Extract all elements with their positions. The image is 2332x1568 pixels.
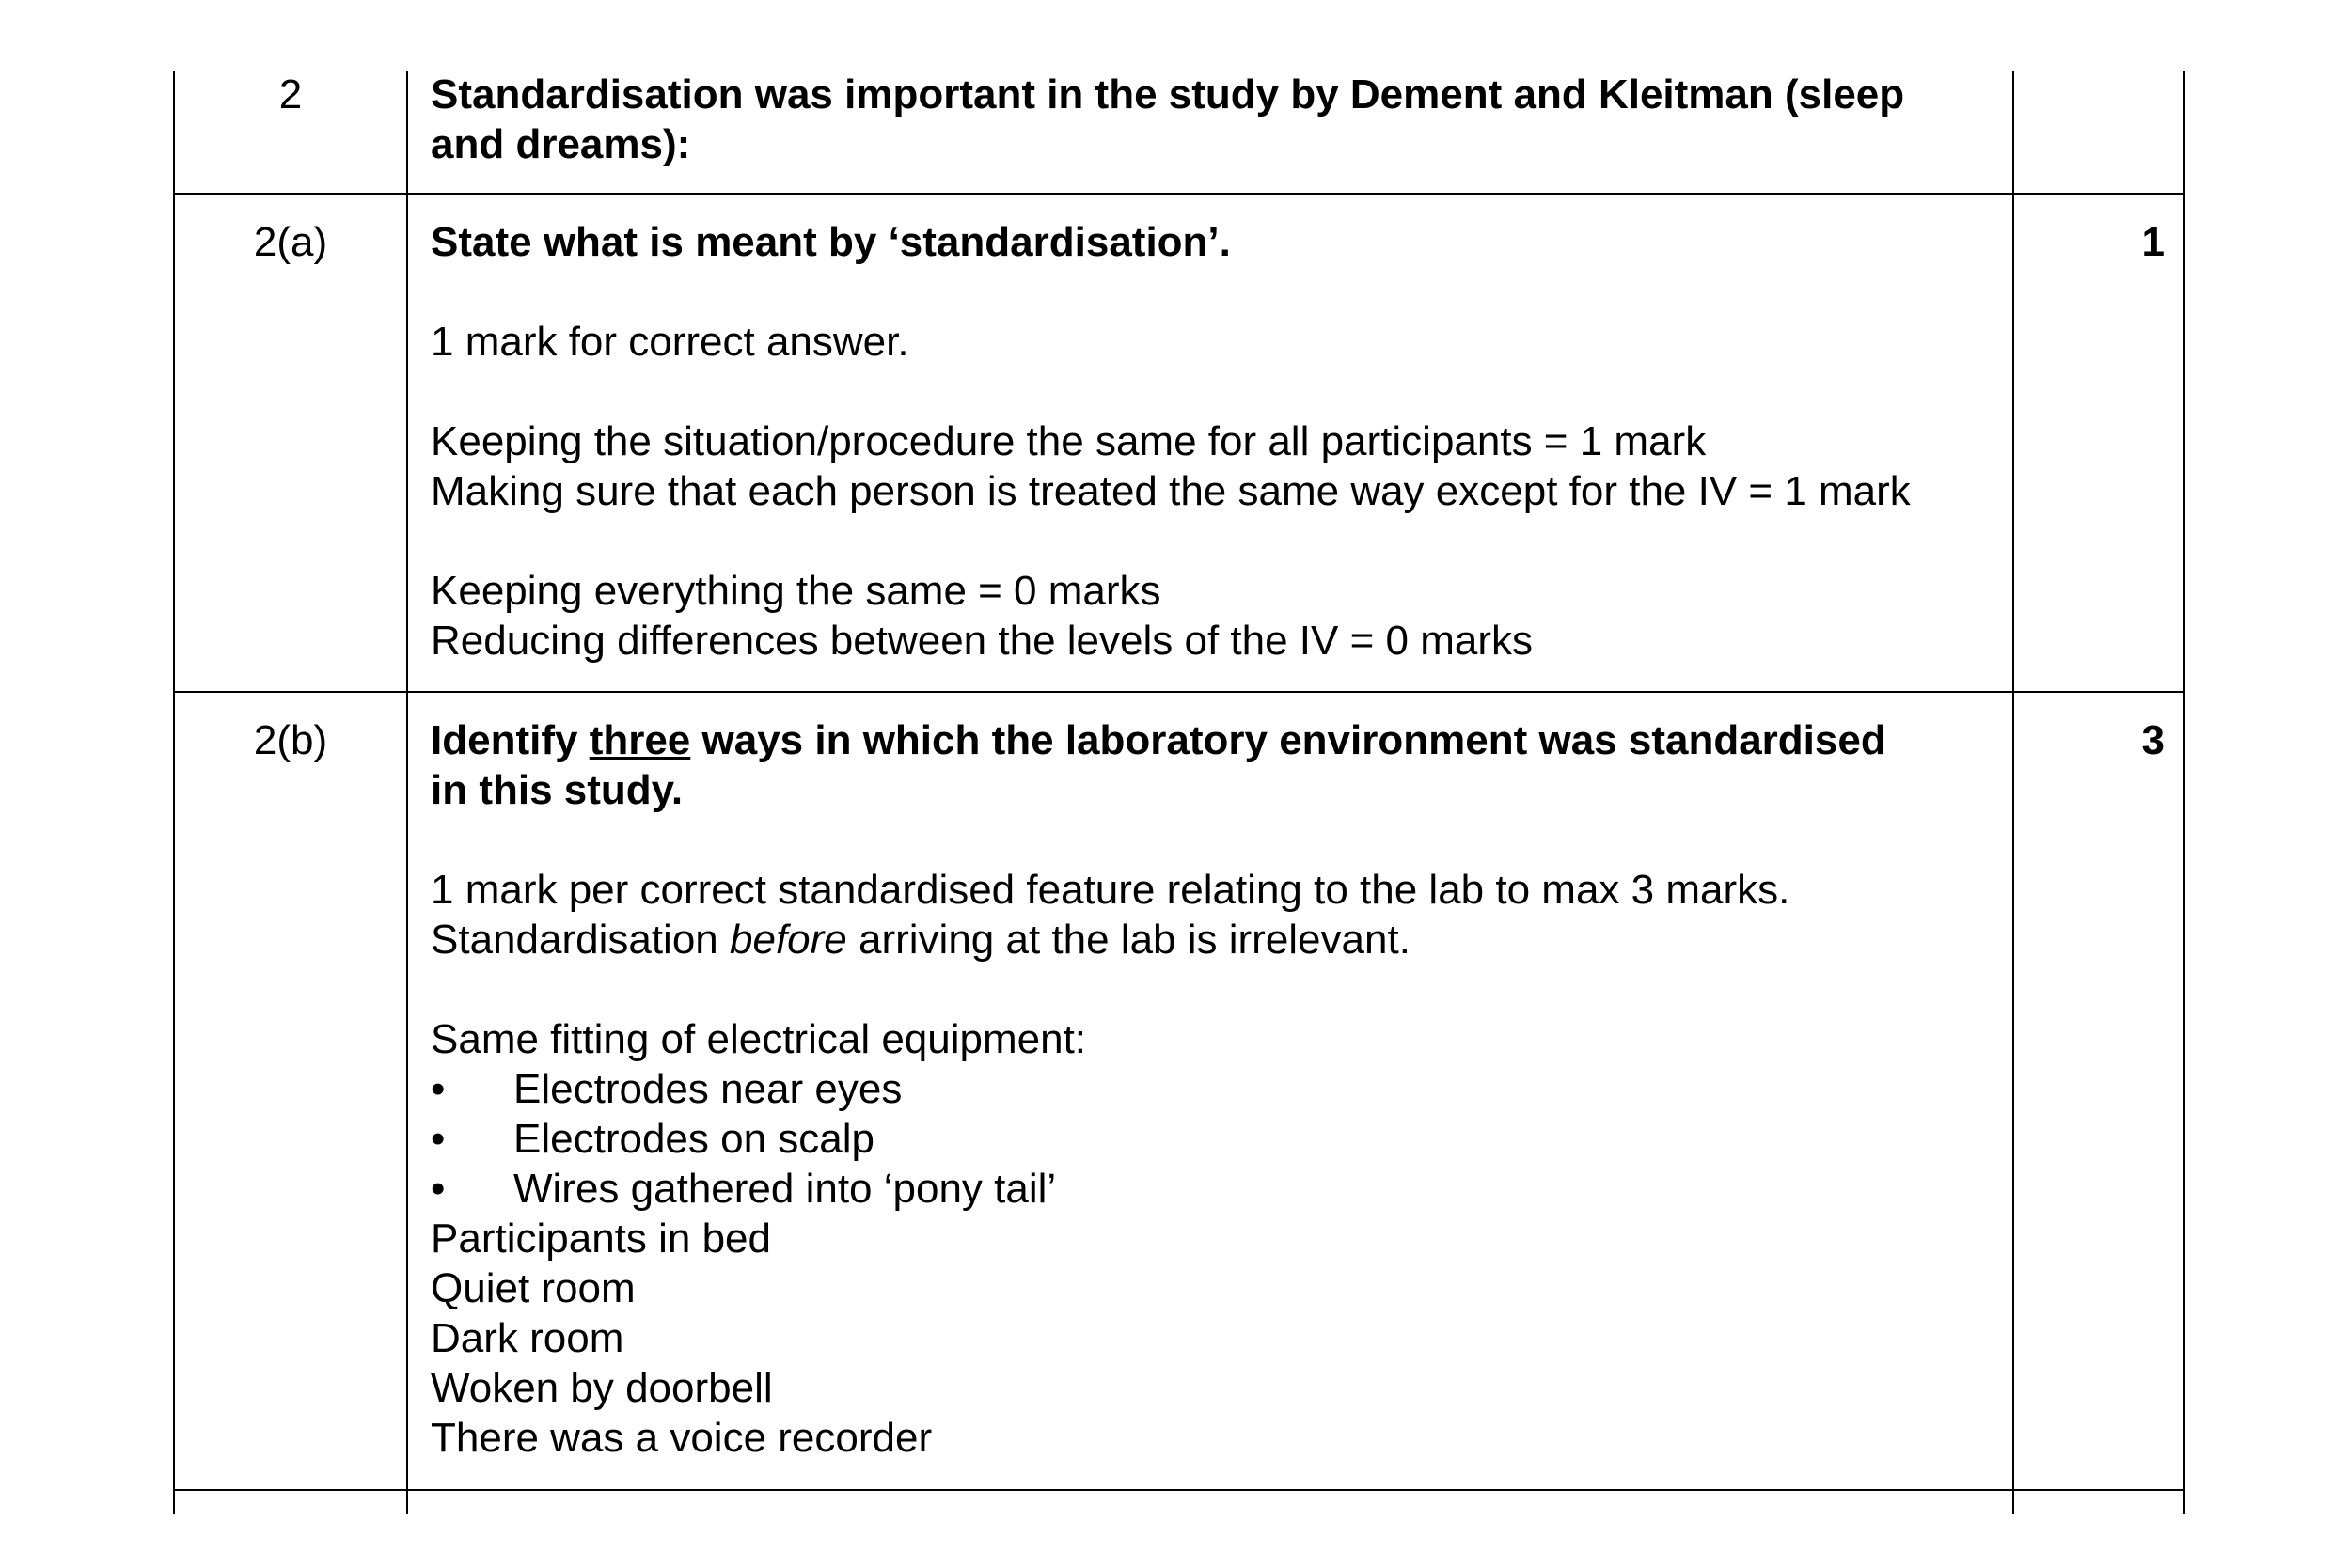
question-2a-answer-3: Keeping everything the same = 0 marks (431, 568, 1161, 614)
question-2b-guidance-2-italic: before (730, 917, 847, 963)
table-divider-marks-column (2012, 71, 2014, 1514)
bullet-glyph: • (431, 1116, 446, 1162)
question-2a-answer-4: Reducing differences between the levels of the IV = 0 marks (431, 618, 1533, 664)
row-divider-3 (173, 1489, 2185, 1491)
table-divider-question-column (406, 71, 408, 1514)
feature-item: Participants in bed (431, 1215, 771, 1262)
question-2b-text-post: ways in which the laboratory environment was standardised (690, 717, 1886, 763)
equipment-heading: Same fitting of electrical equipment: (431, 1016, 1087, 1062)
row-divider-2 (173, 691, 2185, 693)
feature-item: Quiet room (431, 1265, 636, 1311)
question-2a-answer-2: Making sure that each person is treated the same way except for the IV = 1 mark (431, 468, 1911, 514)
list-item (431, 1114, 874, 1164)
question-2b-text-pre: Identify (431, 717, 590, 763)
bullet-text: Electrodes on scalp (513, 1116, 874, 1162)
question-2b-guidance-1: 1 mark per correct standardised feature relating to the lab to max 3 marks. (431, 867, 1790, 913)
bullet-text: Electrodes near eyes (513, 1066, 903, 1112)
question-2a-guidance: 1 mark for correct answer. (431, 319, 909, 365)
question-2b-text-line-1 (431, 715, 1886, 765)
question-2a-text: State what is meant by ‘standardisation’. (431, 219, 1231, 265)
feature-item: There was a voice recorder (431, 1415, 933, 1461)
question-2b-guidance-2-post: arriving at the lab is irrelevant. (846, 917, 1410, 963)
bullet-text: Wires gathered into ‘pony tail’ (513, 1166, 1057, 1212)
marks-2a: 1 (2141, 219, 2165, 265)
table-border-right (2183, 71, 2185, 1514)
bullet-glyph: • (431, 1166, 446, 1212)
feature-item: Woken by doorbell (431, 1365, 773, 1411)
question-2-stem-line-2: and dreams): (431, 121, 691, 167)
row-divider-1 (173, 193, 2185, 195)
question-2b-text-line-2: in this study. (431, 767, 684, 813)
bullet-glyph: • (431, 1066, 446, 1112)
question-2-stem-line-1: Standardisation was important in the study by Dement and Kleitman (sleep (431, 71, 1905, 118)
question-2b-guidance-2-pre: Standardisation (431, 917, 730, 963)
question-2b-text-underlined: three (589, 717, 691, 763)
feature-item: Dark room (431, 1315, 624, 1361)
question-2b-guidance-2 (431, 915, 1410, 964)
question-number-2b: 2(b) (253, 717, 328, 763)
list-item (431, 1164, 1056, 1214)
question-number-2a: 2(a) (253, 219, 328, 265)
question-2a-answer-1: Keeping the situation/procedure the same for all participants = 1 mark (431, 418, 1707, 464)
question-number-2: 2 (278, 71, 303, 118)
marks-2b: 3 (2141, 717, 2165, 763)
table-border-left (173, 71, 175, 1514)
list-item (431, 1064, 902, 1114)
